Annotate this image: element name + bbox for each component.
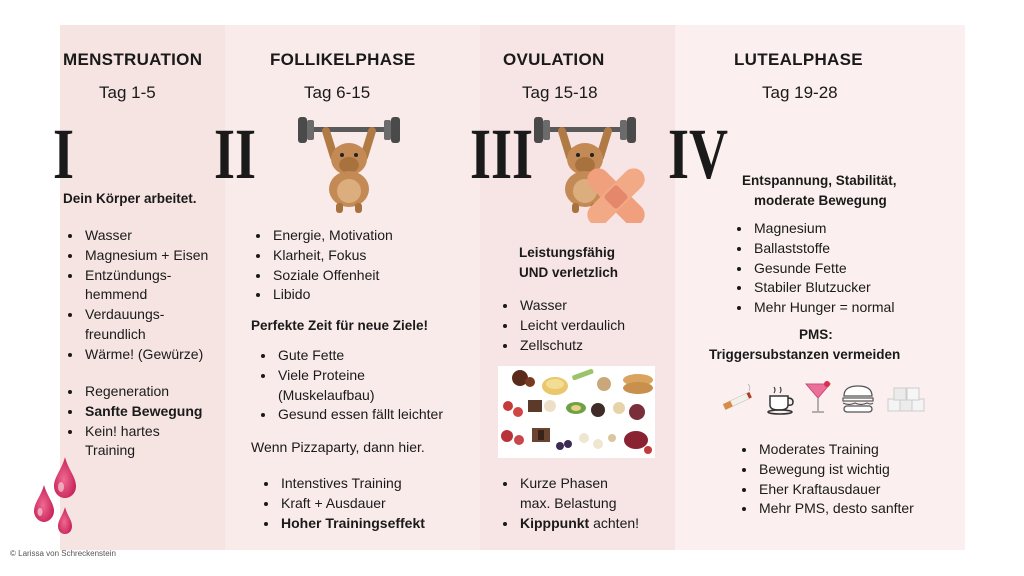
phase-title-lutealphase: LUTEALPHASE	[734, 50, 863, 69]
capybara-weightlifter-icon	[296, 113, 402, 215]
list-item: • Stabiler Blutzucker	[752, 278, 894, 298]
list-item: • Ballaststoffe	[752, 239, 894, 259]
list-item: freundlich	[85, 325, 146, 342]
list-item: • Kurze Phasen	[518, 474, 639, 494]
list-item: • Zellschutz	[518, 336, 625, 356]
phase-days-ovulation: Tag 15-18	[522, 83, 598, 102]
follikel-training-list	[259, 474, 425, 533]
list-item: max. Belastung	[520, 494, 617, 511]
blood-drop-icon	[28, 455, 83, 540]
roman-numeral-1: I	[53, 114, 75, 194]
pms-subheading: Triggersubstanzen vermeiden	[709, 347, 901, 362]
list-item: • Magnesium + Eisen	[83, 246, 208, 266]
list-item: • Hoher Trainingseffekt	[279, 514, 425, 534]
list-item: • Kraft + Ausdauer	[279, 494, 425, 514]
ovulation-nutrition-list	[498, 296, 625, 355]
list-item: • Mehr Hunger = normal	[752, 298, 894, 318]
list-item: Training	[85, 442, 136, 459]
menstruation-nutrition-list	[63, 226, 208, 365]
list-item: • Regeneration	[83, 382, 202, 402]
menstruation-lead: Dein Körper arbeitet.	[63, 191, 197, 206]
list-item: • Moderates Training	[757, 440, 914, 460]
ovulation-training-list	[498, 474, 639, 533]
list-item: (Muskelaufbau)	[278, 386, 375, 403]
list-item: • Gesund essen fällt leichter	[276, 405, 443, 425]
list-item: • Klarheit, Fokus	[271, 246, 393, 266]
list-item: • Wärme! (Gewürze)	[83, 345, 208, 365]
kipppunkt-label: Kipppunkt	[520, 514, 590, 531]
capybara-weightlifter-icon	[532, 113, 652, 223]
luteal-lead-line1: Entspannung, Stabilität,	[742, 173, 897, 188]
follikel-note: Wenn Pizzaparty, dann hier.	[251, 439, 425, 455]
phase-days-follikelphase: Tag 6-15	[304, 83, 371, 102]
coffee-cup-icon	[765, 385, 797, 415]
luteal-nutrition-list	[732, 219, 894, 318]
copyright: © Larissa von Schreckenstein	[10, 549, 116, 558]
list-item: hemmend	[85, 286, 148, 303]
list-item: • Energie, Motivation	[271, 226, 393, 246]
list-item: • Libido	[271, 285, 393, 305]
roman-numeral-2: II	[214, 114, 257, 194]
pms-heading: PMS:	[799, 327, 833, 342]
phase-days-menstruation: Tag 1-5	[99, 83, 156, 102]
food-collage	[498, 366, 655, 458]
follikel-mood-list	[251, 226, 393, 305]
ovulation-lead-line1: Leistungsfähig	[519, 245, 616, 260]
cocktail-icon	[804, 380, 832, 416]
list-item: • Kein! hartes	[83, 422, 202, 442]
list-item: • Viele Proteine	[276, 366, 443, 386]
list-item: • Mehr PMS, desto sanfter	[757, 499, 914, 519]
follikel-nutrition-list	[256, 346, 443, 425]
list-item: • Eher Kraftausdauer	[757, 480, 914, 500]
phase-title-ovulation: OVULATION	[503, 50, 605, 69]
roman-numeral-4: IV	[668, 114, 729, 194]
phase-days-lutealphase: Tag 19-28	[762, 83, 838, 102]
phase-title-follikelphase: FOLLIKELPHASE	[270, 50, 416, 69]
ovulation-column	[480, 25, 675, 550]
burger-icon	[840, 383, 876, 415]
list-item: • Intenstives Training	[279, 474, 425, 494]
list-item	[518, 514, 639, 534]
menstruation-training-list	[63, 382, 202, 461]
list-item: • Bewegung ist wichtig	[757, 460, 914, 480]
ovulation-lead-line2: UND verletzlich	[519, 265, 619, 280]
list-item: • Entzündungs-	[83, 266, 208, 286]
list-item: • Magnesium	[752, 219, 894, 239]
list-item: • Gute Fette	[276, 346, 443, 366]
follikel-lead: Perfekte Zeit für neue Ziele!	[251, 318, 429, 333]
luteal-training-list	[737, 440, 914, 519]
roman-numeral-3: III	[470, 114, 534, 194]
list-item: • Wasser	[518, 296, 625, 316]
phase-title-menstruation: MENSTRUATION	[63, 50, 203, 69]
kipppunkt-rest: achten!	[589, 514, 640, 531]
cigarette-icon	[720, 383, 755, 413]
sugar-cubes-icon	[885, 383, 929, 415]
list-item: • Leicht verdaulich	[518, 316, 625, 336]
list-item: • Verdauungs-	[83, 305, 208, 325]
list-item: • Soziale Offenheit	[271, 266, 393, 286]
list-item: • Sanfte Bewegung	[83, 402, 202, 422]
luteal-lead-line2: moderate Bewegung	[754, 193, 887, 208]
list-item: • Wasser	[83, 226, 208, 246]
list-item: • Gesunde Fette	[752, 259, 894, 279]
